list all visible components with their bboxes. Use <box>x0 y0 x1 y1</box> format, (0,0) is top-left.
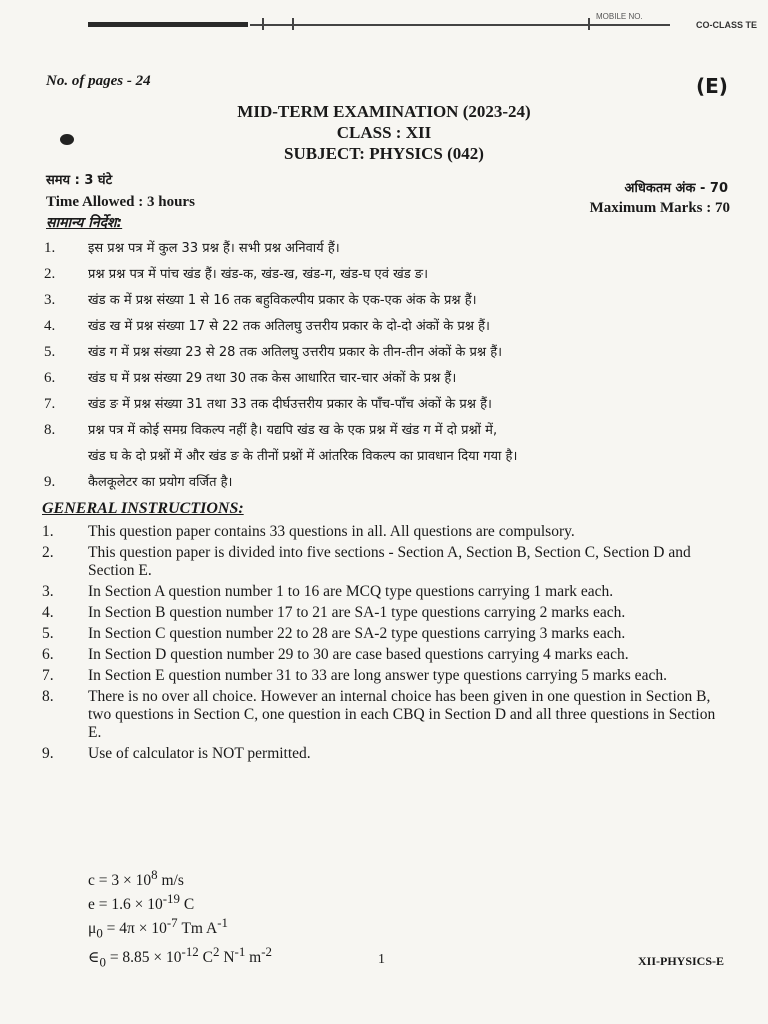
hindi-instruction-item <box>44 448 734 465</box>
instruction-item-text: This question paper contains 33 questions in all. All questions are compulsory. <box>88 523 575 540</box>
page-count: No. of pages - 24 <box>46 73 151 89</box>
instruction-item-number: 2. <box>42 544 54 561</box>
hindi-instruction-item <box>44 266 734 283</box>
instruction-item <box>42 583 732 601</box>
instruction-item <box>42 625 732 643</box>
instruction-item-text: In Section E question number 31 to 33 are long answer type questions carrying 5 marks each. <box>88 667 667 684</box>
instruction-item <box>42 688 732 742</box>
hindi-instruction-item-text: खंड घ में प्रश्न संख्या 29 तथा 30 तक केस आधारित चार-चार अंकों के प्रश्न हैं। <box>88 371 457 386</box>
instruction-item <box>42 523 732 541</box>
hindi-instruction-item <box>44 396 734 413</box>
instruction-item-number: 5. <box>42 625 54 642</box>
footer-code: XII-PHYSICS-E <box>637 954 724 968</box>
instruction-item-text: There is no over all choice. However an internal choice has been given in one question in Section B, two questions in Section C, one question in each CBQ in Section D and all three questions in Section E. <box>88 688 716 741</box>
general-instructions-heading: GENERAL INSTRUCTIONS: <box>42 500 244 517</box>
constant-mu0: $\mu_0 = 4\pi \times 10^{-7}$ Tm $A^{-1}$ <box>88 915 228 941</box>
subject-label: SUBJECT: PHYSICS (042) <box>284 144 484 163</box>
hindi-instruction-item-number <box>44 448 88 465</box>
instruction-item-text: In Section D question number 29 to 30 are case based questions carrying 4 marks each. <box>88 646 629 663</box>
max-marks-hindi: अधिकतम अंक - 70 <box>624 181 728 196</box>
general-instructions-hindi-heading: सामान्य निर्देश: <box>46 215 123 231</box>
instruction-item-number: 7. <box>42 667 54 684</box>
instruction-item-text: This question paper is divided into five sections - Section A, Section B, Section C, Section D and Section E. <box>88 544 691 579</box>
instruction-item <box>42 544 732 580</box>
instruction-item-number: 1. <box>42 523 54 540</box>
hindi-instruction-item-number: 4. <box>44 318 56 334</box>
instruction-item-text: In Section A question number 1 to 16 are MCQ type questions carrying 1 mark each. <box>88 583 614 600</box>
constant-e: $e = 1.6 \times 10^{-19}$ C <box>88 891 195 914</box>
hindi-instruction-item-number: 2. <box>44 266 56 282</box>
hindi-instruction-item-text: प्रश्न प्रश्न पत्र में पांच खंड हैं। खंड-क, खंड-ख, खंड-ग, खंड-घ एवं खंड ङ। <box>88 267 429 282</box>
instruction-item-text: In Section B question number 17 to 21 are SA-1 type questions carrying 2 marks each. <box>88 604 626 621</box>
hindi-instruction-item-number: 6. <box>44 370 56 386</box>
punch-hole-mark <box>60 134 74 145</box>
hindi-instruction-item <box>44 344 734 361</box>
hindi-instruction-item <box>44 292 734 309</box>
hindi-instruction-item-text: खंड ग में प्रश्न संख्या 23 से 28 तक अतिलघु उत्तरीय प्रकार के तीन-तीन अंकों के प्रश्न हैं। <box>88 345 503 360</box>
hindi-instruction-item-number: 7. <box>44 396 56 412</box>
english-instructions-list <box>42 523 732 766</box>
version-code: (E) <box>696 74 728 98</box>
top-strip-tick <box>262 18 264 30</box>
instruction-item-text: In Section C question number 22 to 28 are SA-2 type questions carrying 3 marks each. <box>88 625 626 642</box>
constant-epsilon0: $\in_0 = 8.85 \times 10^{-12}$ $C^2$ $N^{-1}$ $m^{-2}$ <box>88 943 272 969</box>
instruction-item <box>42 745 732 763</box>
instruction-item-number: 6. <box>42 646 54 663</box>
instruction-item <box>42 646 732 664</box>
hindi-instruction-item-number: 5. <box>44 344 56 360</box>
hindi-instruction-item <box>44 474 734 491</box>
hindi-instruction-item-text: कैलकूलेटर का प्रयोग वर्जित है। <box>88 475 233 490</box>
hindi-instruction-item-text: खंड ख में प्रश्न संख्या 17 से 22 तक अतिलघु उत्तरीय प्रकार के दो-दो अंकों के प्रश्न हैं। <box>88 319 490 334</box>
hindi-instructions-list <box>44 240 734 500</box>
instruction-item <box>42 667 732 685</box>
hindi-instruction-item-text: इस प्रश्न पत्र में कुल 33 प्रश्न हैं। सभी प्रश्न अनिवार्य हैं। <box>88 241 340 256</box>
hindi-instruction-item-text: खंड ङ में प्रश्न संख्या 31 तथा 33 तक दीर्घउत्तरीय प्रकार के पाँच-पाँच अंकों के प्रश्न हैं। <box>88 397 492 412</box>
instruction-item-number: 3. <box>42 583 54 600</box>
top-strip-coclass-label: CO-CLASS TE <box>696 20 758 30</box>
instruction-item-number: 9. <box>42 745 54 762</box>
time-allowed: Time Allowed : 3 hours <box>46 194 195 210</box>
top-cut-strip <box>0 0 768 46</box>
hindi-instruction-item-number: 9. <box>44 474 56 490</box>
hindi-instruction-item-number: 3. <box>44 292 56 308</box>
instruction-item-text: Use of calculator is NOT permitted. <box>88 745 311 762</box>
page-number: 1 <box>378 952 385 967</box>
constant-c: $c = 3 \times 10^8$ m/s <box>88 867 184 890</box>
top-strip-tick <box>292 18 294 30</box>
top-strip-mobile-label: MOBILE NO. <box>596 12 643 21</box>
hindi-instruction-item-number: 1. <box>44 240 56 256</box>
instruction-item <box>42 604 732 622</box>
hindi-instruction-item <box>44 318 734 335</box>
instruction-item-number: 4. <box>42 604 54 621</box>
hindi-instruction-item-text: प्रश्न पत्र में कोई समग्र विकल्प नहीं है। यद्यपि खंड ख के एक प्रश्न में खंड ग में दो प्रश्नों में, <box>88 423 498 438</box>
time-allowed-hindi: समय : 3 घंटे <box>46 173 113 188</box>
top-strip-line <box>250 24 670 26</box>
hindi-instruction-item-text: खंड घ के दो प्रश्नों में और खंड ङ के तीनों प्रश्नों में आंतरिक विकल्प का प्रावधान दिया गया है। <box>88 449 518 464</box>
hindi-instruction-item-text: खंड क में प्रश्न संख्या 1 से 16 तक बहुविकल्पीय प्रकार के एक-एक अंक के प्रश्न हैं। <box>88 293 477 308</box>
hindi-instruction-item <box>44 370 734 387</box>
exam-title: MID-TERM EXAMINATION (2023-24) <box>237 102 531 121</box>
instruction-item-number: 8. <box>42 688 54 705</box>
hindi-instruction-item <box>44 422 734 439</box>
max-marks: Maximum Marks : 70 <box>589 200 730 216</box>
hindi-instruction-item-number: 8. <box>44 422 56 438</box>
top-strip-tick <box>588 18 590 30</box>
hindi-instruction-item <box>44 240 734 257</box>
top-strip-bar <box>88 22 248 27</box>
class-label: CLASS : XII <box>336 123 432 142</box>
physical-constants <box>88 866 272 971</box>
